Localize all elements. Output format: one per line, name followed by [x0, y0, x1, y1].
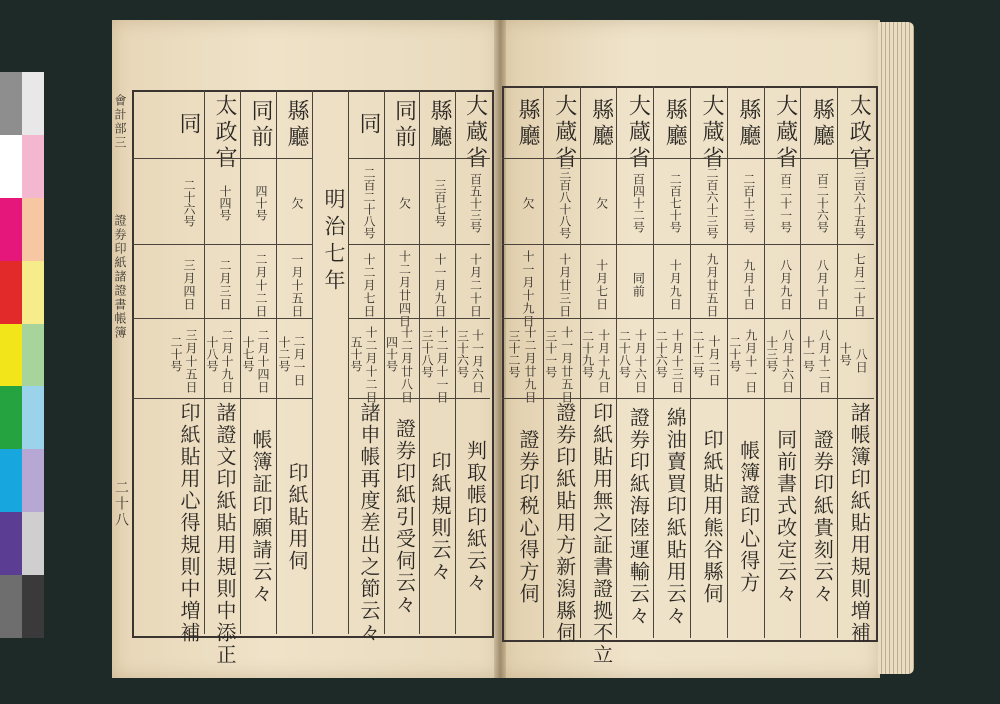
- column-rule: [204, 90, 205, 634]
- entry-issued-date: 九月廿五日: [705, 252, 719, 318]
- entry-office: 縣廳: [809, 98, 835, 150]
- entry-number: 二百七十号: [668, 173, 683, 233]
- row-rule: [132, 318, 312, 319]
- entry-note: 二十号: [727, 336, 742, 372]
- entry-note: 三十二号: [507, 330, 521, 378]
- entry-received-date: 二月一日: [292, 335, 306, 387]
- column-rule: [240, 90, 241, 634]
- calibration-swatch: [22, 386, 44, 449]
- entry-received-date: 二月十四日: [256, 328, 270, 394]
- row-rule: [132, 398, 312, 399]
- entry-subject: 諸申帳再度差出之節云々: [357, 402, 381, 644]
- entry-received-date: 十二月十一日: [435, 326, 449, 404]
- column-rule: [837, 86, 838, 638]
- entry-subject: 印紙規則云々: [428, 451, 452, 583]
- entry-office: 大蔵省: [625, 94, 651, 172]
- margin-book-title: 證券印紙諸證書帳簿: [113, 214, 127, 340]
- entry-office: 縣廳: [735, 98, 761, 150]
- column-rule: [653, 86, 654, 638]
- calibration-swatch: [0, 512, 22, 575]
- entry-office: 大蔵省: [699, 94, 724, 172]
- entry-note: 十号: [838, 342, 853, 366]
- entry-office: 大蔵省: [462, 94, 488, 172]
- entry-number: 二十六号: [182, 179, 196, 227]
- column-rule: [580, 86, 581, 638]
- entry-issued-date: 十二月七日: [362, 252, 376, 318]
- column-rule: [384, 90, 385, 634]
- entry-number: 百二十一号: [778, 173, 793, 233]
- entry-note: 十二号: [277, 336, 291, 372]
- entry-number: 欠: [397, 197, 412, 209]
- entry-issued-date: 十月九日: [668, 259, 683, 311]
- entry-note: 五十号: [349, 336, 363, 372]
- entry-subject: 判取帳印紙云々: [463, 440, 488, 594]
- entry-number: 三百八十八号: [557, 167, 572, 239]
- row-rule: [132, 244, 312, 245]
- calibration-swatch: [22, 575, 44, 638]
- entry-issued-date: 八月十日: [815, 259, 830, 311]
- entry-subject: 印紙貼用熊谷縣伺: [700, 429, 724, 605]
- entry-received-date: 十二月廿九日: [523, 326, 537, 404]
- entry-office: 大蔵省: [551, 94, 577, 172]
- entry-received-date: 九月十一日: [743, 328, 758, 394]
- entry-subject: 帳簿證印心得方: [736, 440, 761, 594]
- entry-issued-date: 十月七日: [594, 259, 609, 311]
- calibration-swatch: [0, 449, 22, 512]
- entry-issued-date: 二月三日: [218, 259, 232, 311]
- entry-note: 十八号: [205, 336, 219, 372]
- entry-issued-date: 十一月十九日: [521, 250, 535, 328]
- entry-note: 二十九号: [580, 330, 595, 378]
- entry-issued-date: 十月廿三日: [557, 252, 572, 318]
- entry-office: 同前: [391, 99, 417, 151]
- calibration-swatch: [22, 324, 44, 387]
- color-calibration-strip: [0, 72, 44, 638]
- entry-office: 縣廳: [588, 98, 614, 150]
- entry-received-date: 八日: [854, 348, 869, 374]
- entry-office: 大蔵省: [772, 94, 798, 172]
- entry-issued-date: 一月十五日: [290, 252, 304, 318]
- calibration-swatch: [0, 72, 22, 135]
- entry-issued-date: 七月二十日: [852, 252, 867, 318]
- entry-office: 縣廳: [284, 99, 309, 151]
- entry-number: 二百十三号: [741, 173, 756, 233]
- entry-note: 四十号: [384, 336, 399, 372]
- entry-subject: 印紙貼用伺: [285, 462, 309, 572]
- entry-note: 十七号: [241, 336, 255, 372]
- calibration-swatch: [22, 72, 44, 135]
- row-rule: [348, 158, 490, 159]
- entry-subject: 帳簿証印願請云々: [249, 429, 273, 605]
- entry-office: 縣廳: [662, 98, 688, 150]
- entry-note: 二十六号: [654, 330, 669, 378]
- entry-received-date: 十月二日: [707, 335, 721, 387]
- calibration-swatch: [22, 512, 44, 575]
- entry-subject: 諸帳簿印紙貼用規則増補: [847, 402, 872, 644]
- entry-received-date: 三月十五日: [184, 328, 198, 394]
- entry-subject: 印紙貼用心得規則中増補: [177, 402, 201, 644]
- calibration-swatch: [22, 449, 44, 512]
- entry-received-date: 十二月廿八日: [399, 326, 414, 404]
- entry-note: 三十一号: [543, 330, 558, 378]
- entry-number: 欠: [594, 197, 609, 209]
- row-rule: [502, 318, 874, 319]
- entry-number: 三百六十五号: [852, 167, 867, 239]
- column-rule: [727, 86, 728, 638]
- entry-number: 二百六十三号: [705, 167, 719, 239]
- column-rule: [764, 86, 765, 638]
- column-rule: [543, 86, 544, 638]
- entry-subject: 印紙貼用無之証書證拠不立: [589, 402, 614, 666]
- calibration-swatch: [22, 135, 44, 198]
- folio-number: 二十八: [113, 480, 129, 528]
- entry-office: 縣廳: [427, 99, 452, 151]
- column-rule: [276, 90, 277, 634]
- entry-office: 同: [356, 112, 381, 138]
- entry-office: 縣廳: [515, 98, 540, 150]
- entry-received-date: 十二月十二日: [364, 326, 378, 404]
- entry-number: 百二十六号: [815, 173, 830, 233]
- margin-section-label: 會計部三: [113, 94, 127, 150]
- entry-issued-date: 十二月廿四日: [397, 250, 412, 328]
- entry-issued-date: 同前: [631, 272, 646, 298]
- entry-subject: 證券印税心得方伺: [516, 429, 540, 605]
- calibration-swatch: [0, 575, 22, 638]
- calibration-swatch: [0, 324, 22, 387]
- entry-number: 欠: [521, 197, 535, 209]
- entry-note: 十一号: [801, 336, 816, 372]
- calibration-swatch: [0, 135, 22, 198]
- entry-subject: 諸證文印紙貼用規則中添正: [213, 402, 237, 666]
- entry-received-date: 八月十六日: [780, 328, 795, 394]
- column-rule: [690, 86, 691, 638]
- entry-note: 十三号: [764, 336, 779, 372]
- calibration-swatch: [0, 386, 22, 449]
- entry-issued-date: 九月十日: [741, 259, 756, 311]
- entry-note: 三十八号: [420, 330, 434, 378]
- column-rule: [348, 90, 349, 634]
- entry-number: 四十号: [254, 185, 268, 221]
- entry-received-date: 十一月六日: [470, 328, 485, 394]
- entry-subject: 證券印紙海陸運輸云々: [626, 407, 651, 627]
- entry-received-date: 十月十九日: [596, 328, 611, 394]
- entry-number: 三百七号: [433, 179, 447, 227]
- entry-office: 太政官: [212, 94, 237, 172]
- entry-subject: 綿油賣買印紙貼用云々: [663, 407, 688, 627]
- calibration-swatch: [22, 261, 44, 324]
- column-rule: [455, 90, 456, 634]
- entry-subject: 證券印紙貼用方新潟縣伺: [552, 402, 577, 644]
- entry-number: 二百二十八号: [362, 167, 376, 239]
- row-rule: [502, 244, 874, 245]
- row-rule: [132, 158, 312, 159]
- page-edges: [878, 22, 914, 674]
- entry-received-date: 十一月廿五日: [559, 326, 574, 404]
- entry-issued-date: 二月十二日: [254, 252, 268, 318]
- entry-subject: 同前書式改定云々: [773, 429, 798, 605]
- row-rule: [502, 398, 874, 399]
- calibration-swatch: [22, 198, 44, 261]
- column-rule: [312, 90, 313, 634]
- row-rule: [348, 398, 490, 399]
- entry-office: 太政官: [846, 94, 872, 172]
- entry-issued-date: 八月九日: [778, 259, 793, 311]
- column-rule: [616, 86, 617, 638]
- entry-number: 百四十二号: [631, 173, 646, 233]
- row-rule: [348, 244, 490, 245]
- entry-office: 同前: [248, 99, 273, 151]
- entry-received-date: 二月十九日: [220, 328, 234, 394]
- entry-received-date: 十月十三日: [670, 328, 685, 394]
- entry-office: 同: [176, 112, 201, 138]
- entry-number: 十四号: [218, 185, 232, 221]
- entry-subject: 證券印紙引受伺云々: [392, 418, 417, 616]
- entry-issued-date: 十月二十日: [468, 252, 483, 318]
- entry-note: 二十号: [169, 336, 183, 372]
- entry-number: 欠: [290, 197, 304, 209]
- row-rule: [502, 158, 874, 159]
- year-divider: 明治七年: [322, 188, 346, 296]
- calibration-swatch: [0, 261, 22, 324]
- entry-note: 二十二号: [691, 330, 705, 378]
- entry-subject: 證券印紙貴刻云々: [810, 429, 835, 605]
- column-rule: [419, 90, 420, 634]
- calibration-swatch: [0, 198, 22, 261]
- entry-number: 百五十三号: [468, 173, 483, 233]
- entry-received-date: 八月十二日: [817, 328, 832, 394]
- entry-issued-date: 三月四日: [182, 259, 196, 311]
- row-rule: [348, 318, 490, 319]
- entry-received-date: 十月十六日: [633, 328, 648, 394]
- entry-issued-date: 十一月九日: [433, 252, 447, 318]
- entry-note: 三十六号: [455, 330, 470, 378]
- entry-note: 二十八号: [617, 330, 632, 378]
- column-rule: [800, 86, 801, 638]
